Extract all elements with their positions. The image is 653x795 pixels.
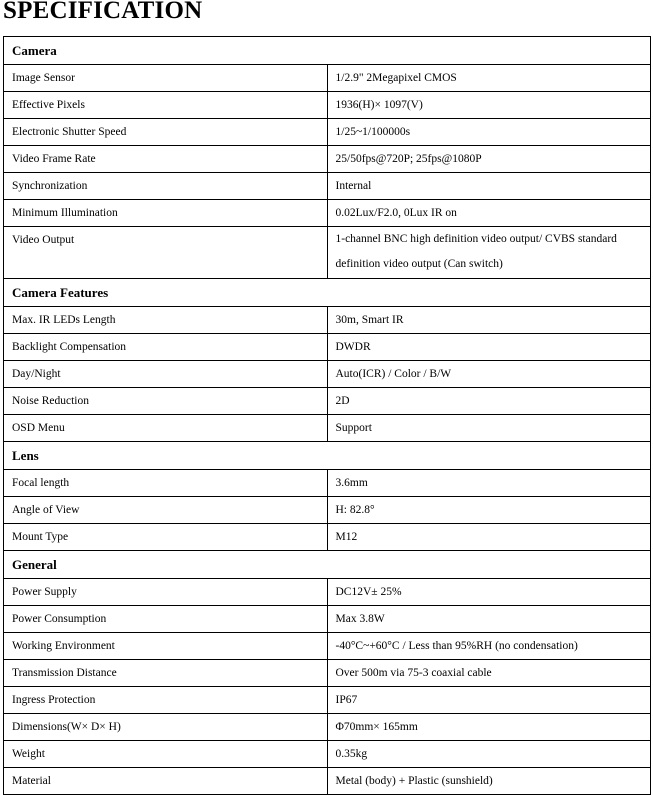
spec-label: Effective Pixels xyxy=(4,92,328,119)
spec-value: H: 82.8° xyxy=(327,497,651,524)
spec-label: Focal length xyxy=(4,470,328,497)
spec-label: Synchronization xyxy=(4,173,328,200)
spec-row-dimensions xyxy=(4,714,651,741)
spec-value: Metal (body) + Plastic (sunshield) xyxy=(327,768,651,795)
spec-row-min-illumination xyxy=(4,200,651,227)
spec-row-day-night xyxy=(4,361,651,388)
spec-value: Max 3.8W xyxy=(327,606,651,633)
spec-value: Φ70mm× 165mm xyxy=(327,714,651,741)
spec-row-shutter-speed xyxy=(4,119,651,146)
spec-value: 25/50fps@720P; 25fps@1080P xyxy=(327,146,651,173)
spec-row-effective-pixels xyxy=(4,92,651,119)
spec-row-noise-reduction xyxy=(4,388,651,415)
spec-row-transmission-distance xyxy=(4,660,651,687)
spec-value: 0.35kg xyxy=(327,741,651,768)
spec-row-material xyxy=(4,768,651,795)
spec-row-frame-rate xyxy=(4,146,651,173)
spec-label: Power Supply xyxy=(4,579,328,606)
spec-value: 1/2.9" 2Megapixel CMOS xyxy=(327,65,651,92)
spec-value: DC12V± 25% xyxy=(327,579,651,606)
spec-label: Electronic Shutter Speed xyxy=(4,119,328,146)
spec-value: 1936(H)× 1097(V) xyxy=(327,92,651,119)
spec-value: 1-channel BNC high definition video output/ CVBS standard definition video output (Can switch) xyxy=(327,227,651,279)
spec-label: OSD Menu xyxy=(4,415,328,442)
spec-label: Noise Reduction xyxy=(4,388,328,415)
spec-value: -40°C~+60°C / Less than 95%RH (no condensation) xyxy=(327,633,651,660)
section-header-camera-features xyxy=(4,279,651,307)
spec-label: Transmission Distance xyxy=(4,660,328,687)
spec-label: Video Frame Rate xyxy=(4,146,328,173)
spec-value: 30m, Smart IR xyxy=(327,307,651,334)
spec-row-synchronization xyxy=(4,173,651,200)
spec-row-video-output xyxy=(4,227,651,279)
spec-label: Ingress Protection xyxy=(4,687,328,714)
spec-row-angle-of-view xyxy=(4,497,651,524)
spec-value: Internal xyxy=(327,173,651,200)
spec-value: Support xyxy=(327,415,651,442)
spec-row-power-supply xyxy=(4,579,651,606)
spec-row-ir-length xyxy=(4,307,651,334)
page-title: SPECIFICATION xyxy=(3,0,203,24)
specification-table xyxy=(3,36,651,795)
spec-label: Dimensions(W× D× H) xyxy=(4,714,328,741)
spec-row-mount-type xyxy=(4,524,651,551)
spec-value: DWDR xyxy=(327,334,651,361)
spec-row-image-sensor xyxy=(4,65,651,92)
section-title: General xyxy=(4,551,651,579)
spec-label: Weight xyxy=(4,741,328,768)
spec-value: 2D xyxy=(327,388,651,415)
spec-label: Backlight Compensation xyxy=(4,334,328,361)
section-header-camera xyxy=(4,37,651,65)
spec-value: Auto(ICR) / Color / B/W xyxy=(327,361,651,388)
spec-value: 0.02Lux/F2.0, 0Lux IR on xyxy=(327,200,651,227)
section-title: Lens xyxy=(4,442,651,470)
section-title: Camera xyxy=(4,37,651,65)
section-header-lens xyxy=(4,442,651,470)
spec-row-focal-length xyxy=(4,470,651,497)
spec-value: 3.6mm xyxy=(327,470,651,497)
spec-row-backlight xyxy=(4,334,651,361)
spec-value: Over 500m via 75-3 coaxial cable xyxy=(327,660,651,687)
spec-row-ingress-protection xyxy=(4,687,651,714)
spec-row-osd-menu xyxy=(4,415,651,442)
spec-value: IP67 xyxy=(327,687,651,714)
spec-label: Max. IR LEDs Length xyxy=(4,307,328,334)
spec-row-weight xyxy=(4,741,651,768)
spec-label: Power Consumption xyxy=(4,606,328,633)
spec-label: Mount Type xyxy=(4,524,328,551)
section-header-general xyxy=(4,551,651,579)
spec-row-working-environment xyxy=(4,633,651,660)
spec-label: Day/Night xyxy=(4,361,328,388)
spec-label: Angle of View xyxy=(4,497,328,524)
spec-value: M12 xyxy=(327,524,651,551)
spec-value: 1/25~1/100000s xyxy=(327,119,651,146)
spec-label: Material xyxy=(4,768,328,795)
spec-label: Working Environment xyxy=(4,633,328,660)
spec-label: Image Sensor xyxy=(4,65,328,92)
spec-row-power-consumption xyxy=(4,606,651,633)
section-title: Camera Features xyxy=(4,279,651,307)
spec-label: Minimum Illumination xyxy=(4,200,328,227)
spec-label: Video Output xyxy=(4,227,328,279)
